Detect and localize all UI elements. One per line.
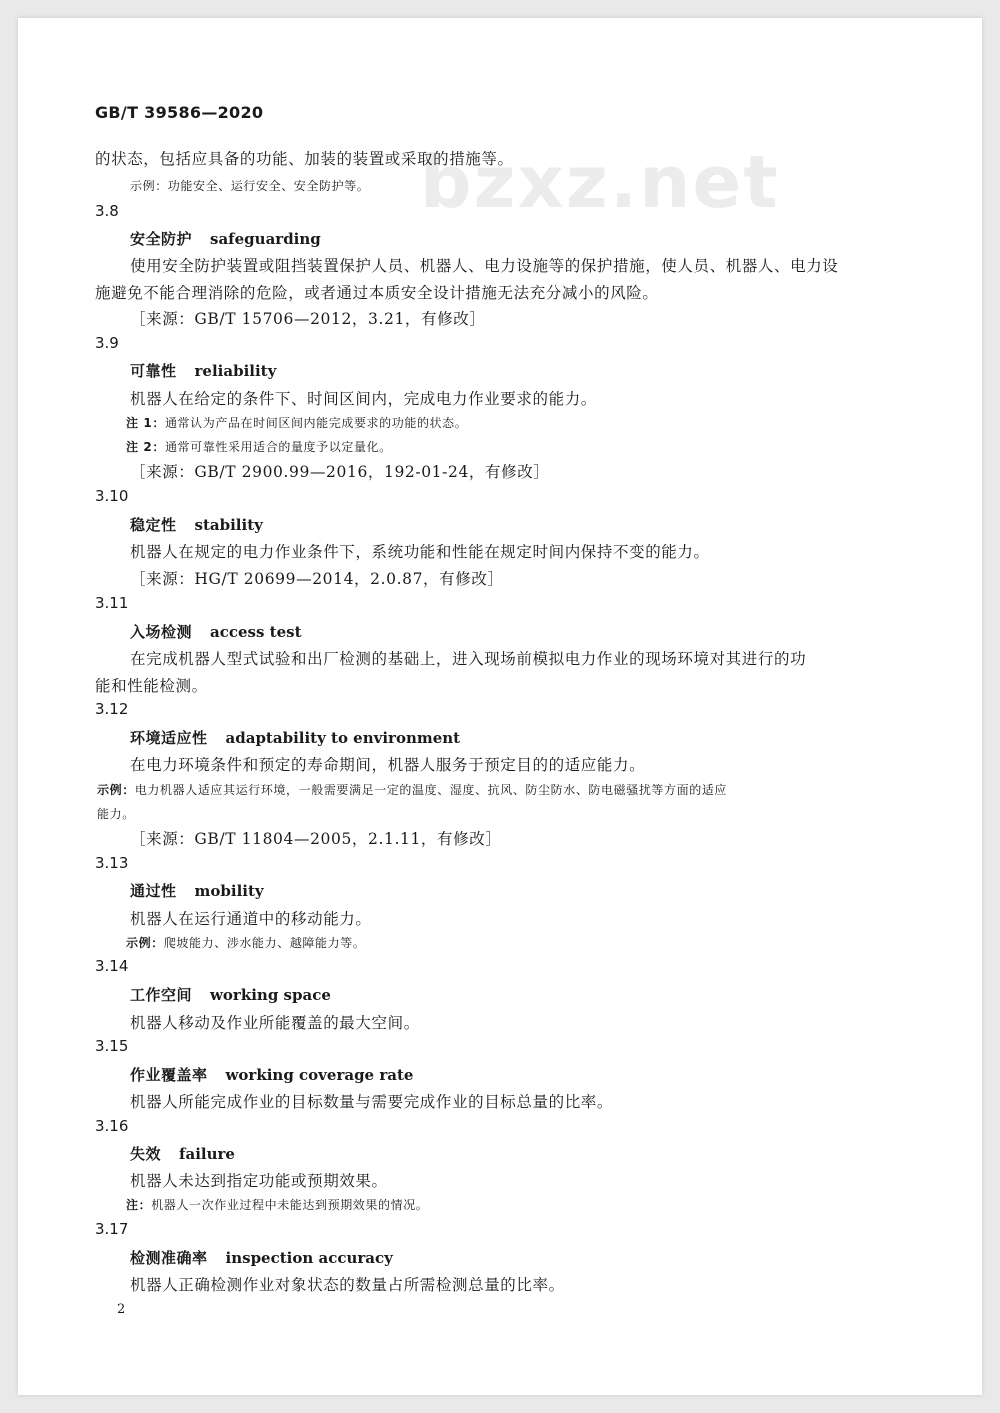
term-en: failure [179,1145,235,1163]
note-label: 注 1： [126,416,165,430]
note-text: 机器人一次作业过程中未能达到预期效果的情况。 [151,1198,429,1212]
clause-number: 3.14 [95,957,129,975]
example-label: 示例： [126,936,164,950]
note-text: 通常认为产品在时间区间内能完成要求的功能的状态。 [164,416,468,430]
note-text: 通常可靠性采用适合的量度予以定量化。 [164,440,392,454]
note [126,438,392,455]
term-heading [130,1143,235,1164]
clause-number: 3.17 [95,1220,129,1238]
definition-line: 机器人在规定的电力作业条件下，系统功能和性能在规定时间内保持不变的能力。 [130,543,710,561]
definition-line: 机器人所能完成作业的目标数量与需要完成作业的目标总量的比率。 [130,1093,614,1111]
term-en: reliability [194,362,277,380]
definition-line: 机器人移动及作业所能覆盖的最大空间。 [130,1014,420,1032]
clause-number: 3.10 [95,487,129,505]
definition-line: 使用安全防护装置或阻挡装置保护人员、机器人、电力设施等的保护措施，使人员、机器人、电力设 [130,257,839,275]
definition-line: 机器人在给定的条件下、时间区间内，完成电力作业要求的能力。 [130,390,597,408]
intro-example: 示例：功能安全、运行安全、安全防护等。 [130,179,370,193]
source-reference: ［来源：HG/T 20699—2014，2.0.87，有修改］ [130,570,504,588]
definition-line: 在电力环境条件和预定的寿命期间，机器人服务于预定目的的适应能力。 [130,756,646,774]
source-reference: ［来源：GB/T 11804—2005，2.1.11，有修改］ [130,830,502,848]
definition-line: 机器人未达到指定功能或预期效果。 [130,1172,388,1190]
note-label: 注 2： [126,440,165,454]
clause-number: 3.15 [95,1037,129,1055]
term-heading [130,514,263,535]
clause-number: 3.13 [95,854,129,872]
standard-code: GB/T 39586—2020 [95,103,264,122]
source-reference: ［来源：GB/T 2900.99—2016，192-01-24，有修改］ [130,463,550,481]
term-heading [130,360,276,381]
term-en: safeguarding [210,230,321,248]
term-en: inspection accuracy [225,1249,393,1267]
term-heading [130,1064,413,1085]
note [126,1196,428,1213]
term-zh: 作业覆盖率 [130,1066,208,1084]
term-zh: 检测准确率 [130,1249,208,1267]
clause-number: 3.12 [95,700,129,718]
definition-line: 施避免不能合理消除的危险，或者通过本质安全设计措施无法充分减小的风险。 [95,284,659,302]
term-zh: 安全防护 [130,230,193,248]
term-zh: 可靠性 [130,362,177,380]
definition-line: 能和性能检测。 [95,677,208,695]
clause-number: 3.9 [95,334,119,352]
example [126,934,365,951]
term-heading [130,621,302,642]
term-zh: 失效 [130,1145,162,1163]
definition-line: 机器人在运行通道中的移动能力。 [130,910,372,928]
example-text: 电力机器人适应其运行环境，一般需要满足一定的温度、湿度、抗风、防尘防水、防电磁骚扰等方面的适应 [134,783,728,797]
definition-line: 机器人正确检测作业对象状态的数量占所需检测总量的比率。 [130,1276,565,1294]
term-en: adaptability to environment [225,729,461,747]
watermark: bzxz.net [420,140,780,224]
example-text: 能力。 [97,807,135,821]
example-text: 爬坡能力、涉水能力、越障能力等。 [163,936,366,950]
note [126,414,467,431]
term-zh: 入场检测 [130,623,193,641]
definition-line: 在完成机器人型式试验和出厂检测的基础上，进入现场前模拟电力作业的现场环境对其进行的功 [130,650,807,668]
page-number: 2 [117,1302,126,1317]
term-en: working coverage rate [225,1066,414,1084]
intro-line: 的状态，包括应具备的功能、加装的装置或采取的措施等。 [95,150,514,168]
clause-number: 3.16 [95,1117,129,1135]
term-heading [130,880,264,901]
term-zh: 工作空间 [130,986,193,1004]
note-label: 注： [126,1198,152,1212]
term-heading [130,727,460,748]
term-heading [130,984,331,1005]
term-en: access test [210,623,302,641]
example-label: 示例： [97,783,135,797]
term-heading [130,228,321,249]
example [97,781,727,798]
source-reference: ［来源：GB/T 15706—2012，3.21，有修改］ [130,310,486,328]
term-heading [130,1247,393,1268]
term-zh: 通过性 [130,882,177,900]
clause-number: 3.11 [95,594,129,612]
term-zh: 环境适应性 [130,729,208,747]
term-en: mobility [194,882,264,900]
term-en: stability [194,516,263,534]
term-zh: 稳定性 [130,516,177,534]
term-en: working space [210,986,331,1004]
clause-number: 3.8 [95,202,119,220]
